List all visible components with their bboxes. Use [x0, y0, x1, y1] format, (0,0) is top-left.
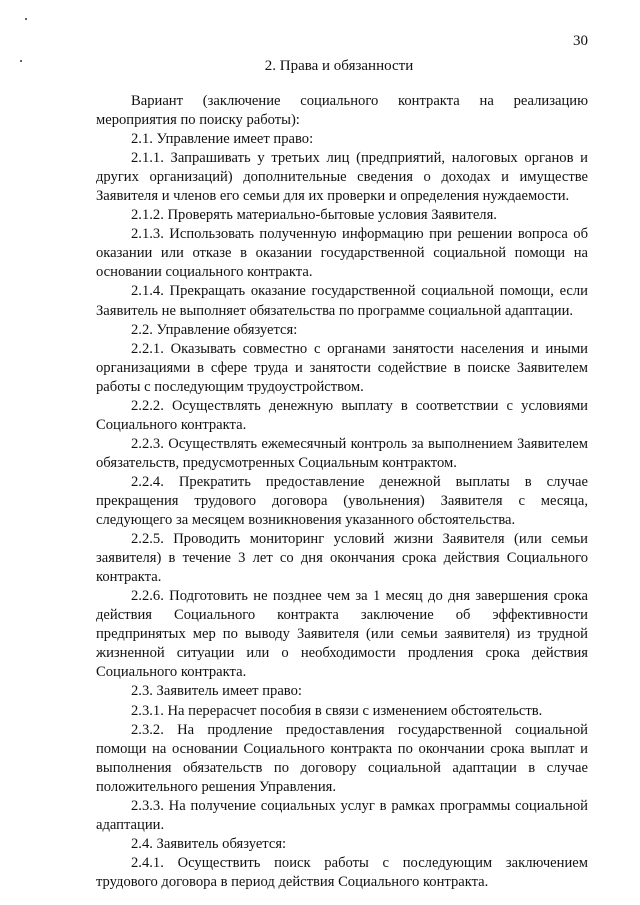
paragraph-2-3-1: 2.3.1. На перерасчет пособия в связи с изменением обстоятельств.	[131, 702, 543, 719]
page-number: 30	[573, 33, 588, 49]
paragraph-2-1-4: 2.1.4. Прекращать оказание государственной социальной помощи, если Заявитель не выполняет обязательства по программе социальной адаптации.	[96, 283, 588, 319]
paragraph-2-3-3: 2.3.3. На получение социальных услуг в рамках программы социальной адаптации.	[96, 797, 588, 833]
paragraph-2-1: 2.1. Управление имеет право:	[131, 131, 314, 148]
paragraph-2-1-1: 2.1.1. Запрашивать у третьих лиц (предприятий, налоговых органов и других организаций) дополнительные сведения о доходах и имуществе Заявителя и членов его семьи для их проверки и определения нуждаемости.	[96, 150, 588, 205]
paragraph-2-2-2: 2.2.2. Осуществлять денежную выплату в соответствии с условиями Социального контракта.	[96, 397, 588, 433]
scan-speck	[25, 18, 27, 20]
document-body	[96, 92, 588, 892]
paragraph-2-1-3: 2.1.3. Использовать полученную информацию при решении вопроса об оказании или отказе в оказании государственной социальной помощи на основании социального контракта.	[96, 226, 588, 281]
paragraph-2-2-6: 2.2.6. Подготовить не позднее чем за 1 месяц до дня завершения срока действия Социального контракта заключение об эффективности предпринятых мер по выводу Заявителя (или семьи заявителя) из трудной жизненной ситуации или о необходимости продления срока действия Социального контракта.	[96, 588, 588, 681]
paragraph-2-3-2: 2.3.2. На продление предоставления государственной социальной помощи на основании Социального контракта по окончании срока выплат и выполнения обязательств по договору социальной адаптации в случае положительного решения Управления.	[96, 721, 588, 795]
paragraph-2-2-5: 2.2.5. Проводить мониторинг условий жизни Заявителя (или семьи заявителя) в течение 3 лет со дня окончания срока действия Социального контракта.	[96, 531, 588, 586]
paragraph-2-4: 2.4. Заявитель обязуется:	[131, 835, 287, 852]
paragraph-2-3: 2.3. Заявитель имеет право:	[131, 683, 302, 700]
section-heading: 2. Права и обязанности	[264, 58, 414, 74]
paragraph-2-4-1: 2.4.1. Осуществить поиск работы с последующим заключением трудового договора в период действия Социального контракта.	[96, 854, 588, 890]
paragraph-2-2: 2.2. Управление обязуется:	[131, 321, 298, 338]
paragraph-variant: Вариант (заключение социального контракта на реализацию мероприятия по поиску работы):	[96, 93, 588, 129]
paragraph-2-1-2: 2.1.2. Проверять материально-бытовые условия Заявителя.	[131, 207, 497, 224]
paragraph-2-2-1: 2.2.1. Оказывать совместно с органами занятости населения и иными организациями в сфере труда и занятости содействие в поиске Заявителем работы с последующим трудоустройством.	[96, 340, 588, 395]
paragraph-2-2-3: 2.2.3. Осуществлять ежемесячный контроль за выполнением Заявителем обязательств, предусмотренных Социальным контрактом.	[96, 435, 588, 471]
paragraph-2-2-4: 2.2.4. Прекратить предоставление денежной выплаты в случае прекращения трудового договора (увольнения) Заявителя с месяца, следующего за месяцем возникновения указанного обстоятельства.	[96, 473, 588, 529]
